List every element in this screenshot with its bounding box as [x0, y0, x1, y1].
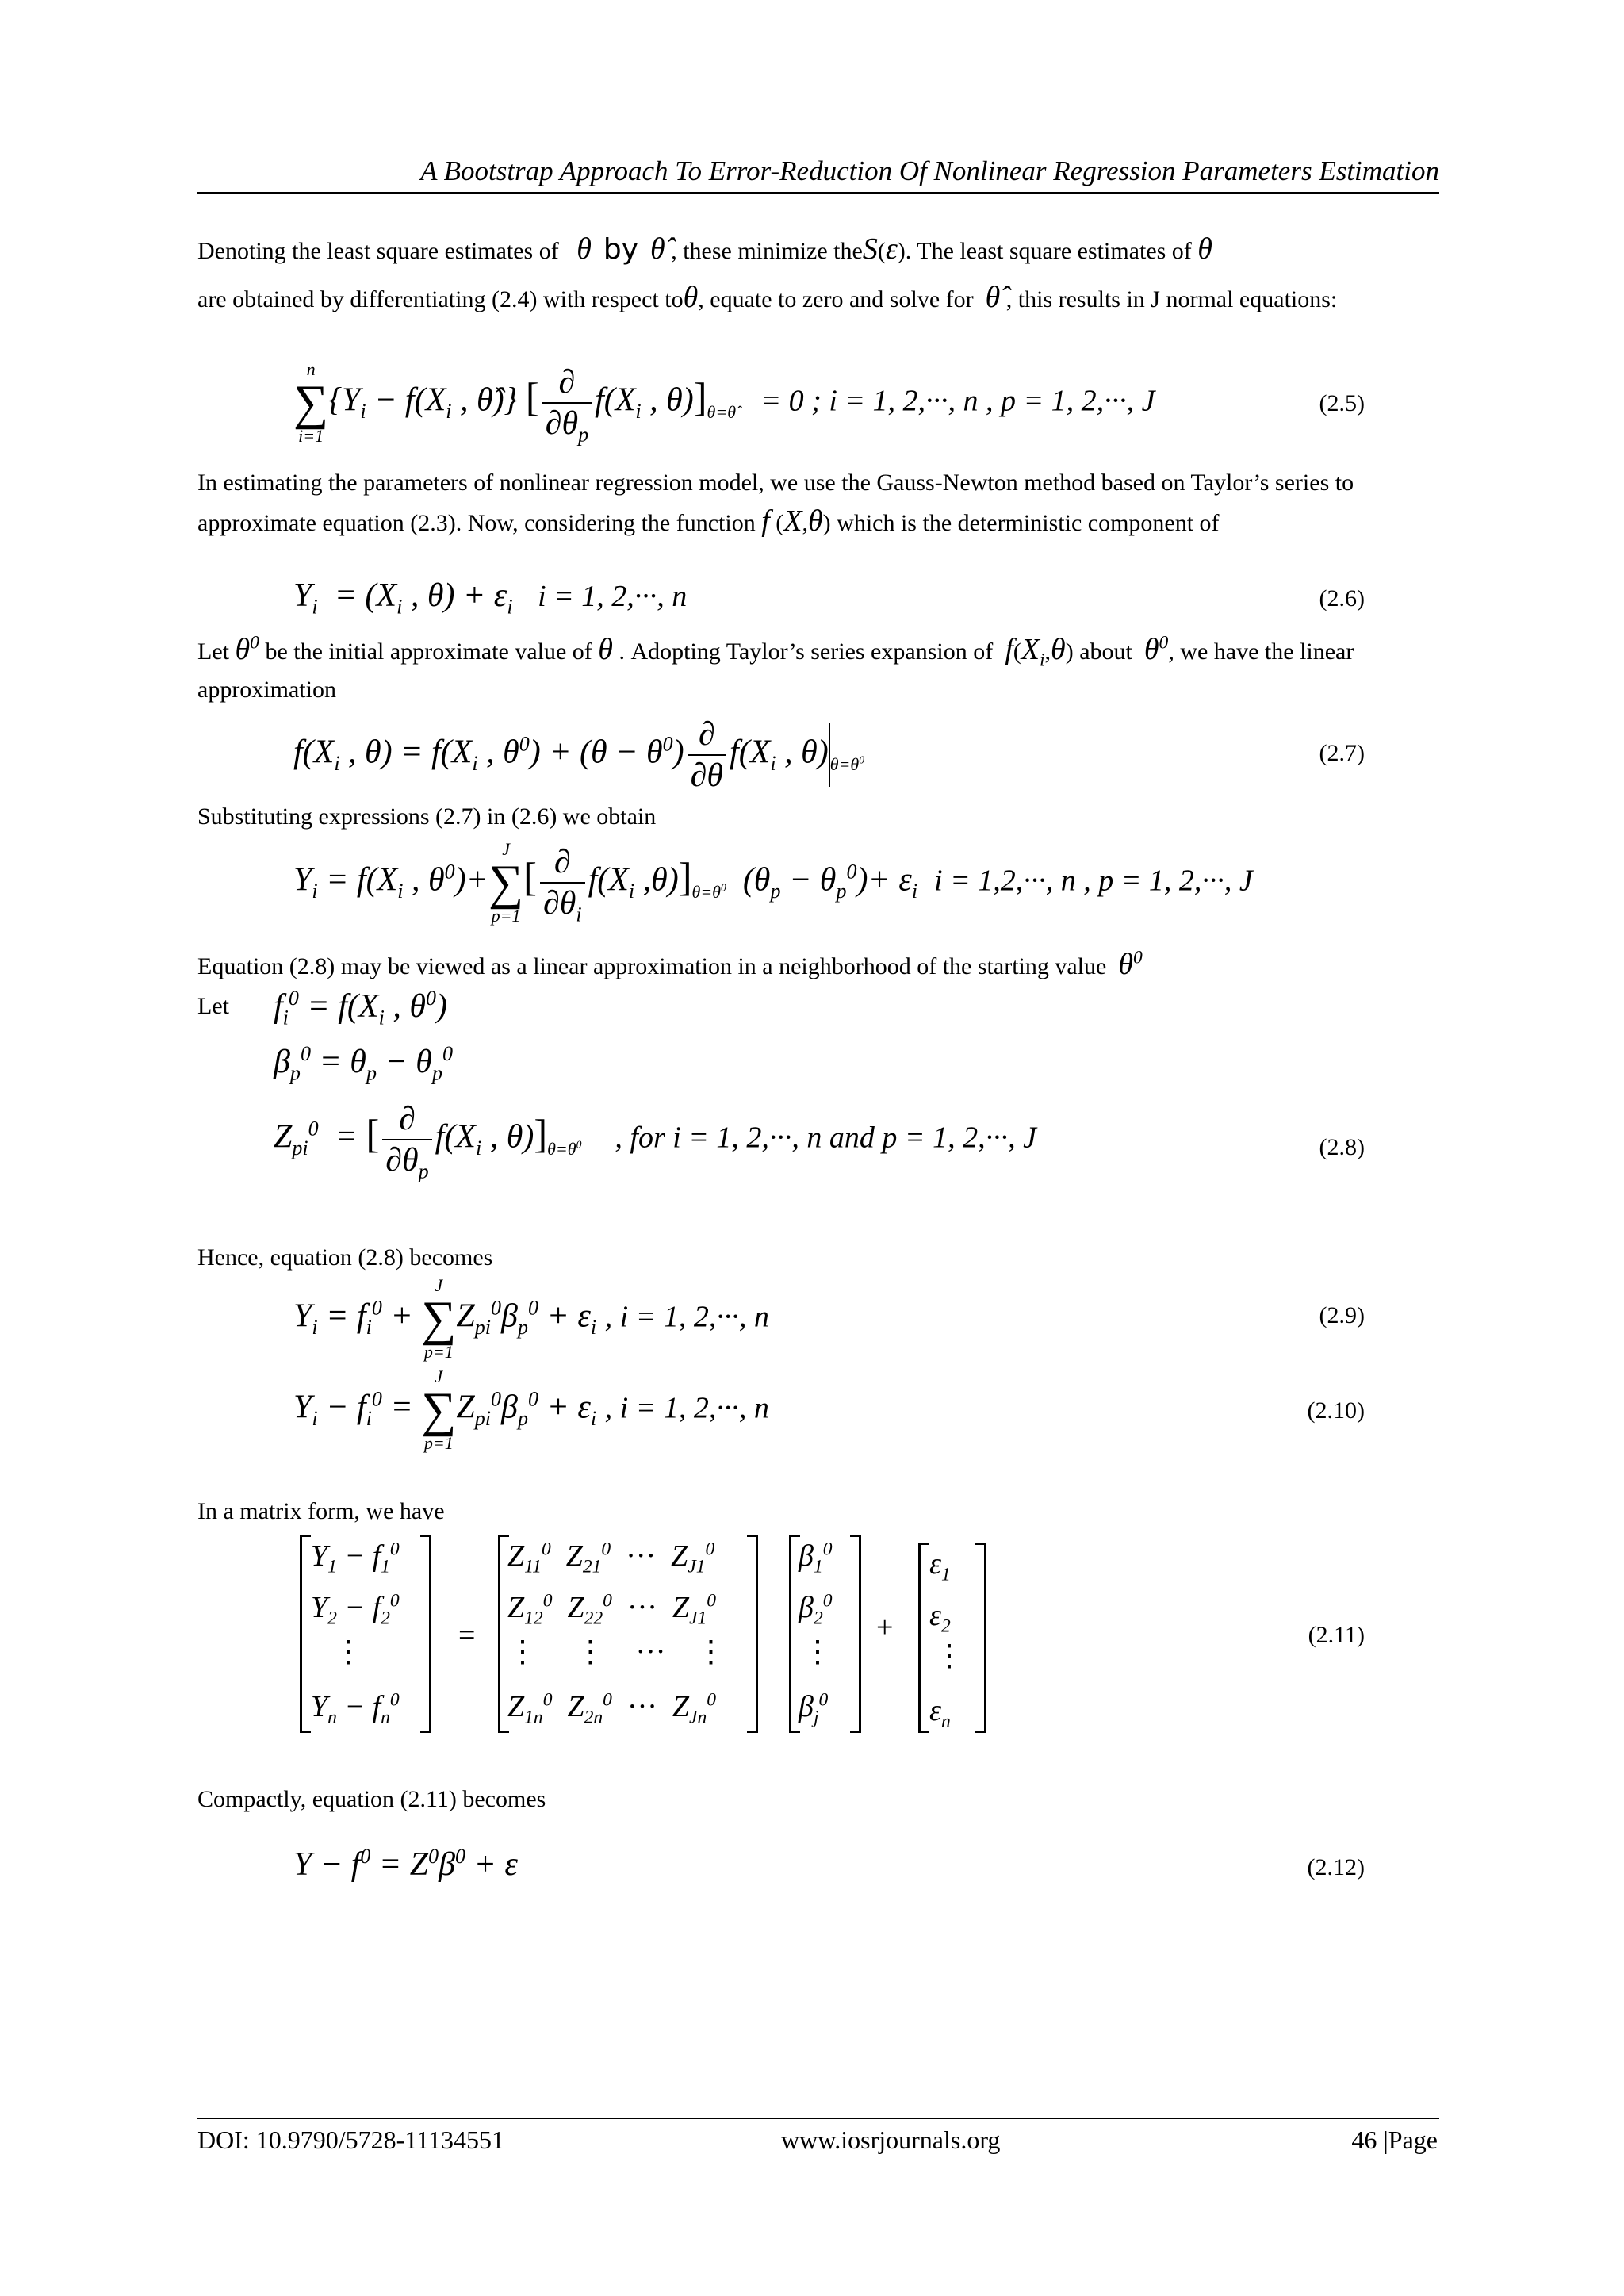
running-header: A Bootstrap Approach To Error-Reduction Of Nonlinear Regression Parameters Estimation [420, 155, 1439, 186]
matrix-cell: ⋮ [333, 1635, 363, 1669]
matrix-cell: $Z_{11}^0$ $Z_{21}^0$ ··· $Z_{J1}^0$ [508, 1539, 715, 1577]
matrix-cell: ⋮ ⋮ ··· ⋮ [508, 1635, 726, 1669]
equation-number-2-8: (2.8) [1319, 1134, 1365, 1160]
equals-sign: = [458, 1619, 476, 1652]
header-rule [197, 192, 1439, 194]
equation-number-2-9: (2.9) [1319, 1302, 1365, 1328]
definition-z0: $Z_{pi}^0$ = [ $\frac{\partial}{\partial\theta_p}$ $f(X_i$ , $\theta)]_{\theta=\theta^0}$ , for i = 1, 2,···, n and p = 1, 2,···, J [274, 1101, 1036, 1183]
matrix-cell: $\varepsilon_n$ [929, 1694, 951, 1732]
matrix-cell: $Y_2 - f_2^0$ [311, 1590, 400, 1629]
matrix-cell: $\varepsilon_1$ [929, 1547, 951, 1585]
let-label: Let [197, 993, 229, 1019]
matrix-cell: ⋮ [802, 1635, 833, 1669]
paragraph-matrix-form: In a matrix form, we have [197, 1498, 445, 1524]
matrix-cell: $Y_n - f_n^0$ [311, 1689, 400, 1728]
footer-doi: DOI: 10.9790/5728-11134551 [197, 2125, 504, 2154]
matrix-cell: $\beta_1^0$ [799, 1539, 833, 1577]
footer-site: www.iosrjournals.org [781, 2125, 1001, 2154]
equation-number-2-7: (2.7) [1319, 740, 1365, 766]
matrix-cell: $Z_{1n}^0$ $Z_{2n}^0$ ··· $Z_{Jn}^0$ [508, 1689, 717, 1728]
matrix-cell: $Z_{12}^0$ $Z_{22}^0$ ··· $Z_{J1}^0$ [508, 1590, 717, 1629]
equation-number-2-10: (2.10) [1307, 1397, 1365, 1424]
definition-f0: $f_i^0 = f(X_i$ , $\theta^0$) [274, 987, 447, 1029]
definition-beta0: $\beta_p^0 = \theta_p - \theta_p^0$ [274, 1042, 453, 1085]
plus-sign: + [876, 1611, 894, 1644]
equation-number-2-12: (2.12) [1307, 1854, 1365, 1880]
matrix-cell: ⋮ [934, 1639, 964, 1673]
paragraph-least-squares: Denoting the least square estimates of θ by θ̂ , these minimize theS(ε). The least square estimates of θ are obtained by differentiating (2.4) with respect toθ, equate to zero and solve for θ̂ , this results in J normal equations: [197, 232, 1338, 314]
paragraph-gauss-newton: In estimating the parameters of nonlinear regression model, we use the Gauss-Newton method based on Taylor’s series to approximate equation (2.3). Now, considering the function f (X,θ) which is the deterministic component of [197, 470, 1354, 538]
equation-expansion: $Y_i = f(X_i$ , $\theta^0)+$ J ∑ p=1 [ $\frac{\partial}{\partial\theta_i}$ $f(X_i$ $,\theta)]_{\theta=\theta^0}$ $(\theta_p - \theta_p^0)+ \varepsilon_i$ i = 1,2,···, n , p = 1, 2,···, J [293, 839, 1253, 926]
footer-rule [197, 2118, 1439, 2119]
matrix-cell: $Y_1 - f_1^0$ [311, 1539, 400, 1577]
equation-number-2-5: (2.5) [1319, 390, 1365, 416]
equation-2-7: $f(X_i$ , $\theta) = f(X_i$ , $\theta^0) + (\theta - \theta^0)$ $\frac{\partial}{\partial\theta}$ $f(X_i$ , $\theta)_{\theta=\theta^0}$ [293, 716, 864, 794]
paragraph-neighborhood: Equation (2.8) may be viewed as a linear approximation in a neighborhood of the starting value $\theta^0$ [197, 947, 1143, 981]
equation-2-10: $Y_i - f_i^0$ = J ∑ p=1 $Z_{pi}^0\beta_p^0 + \varepsilon_i$ , i = 1, 2,···, n [293, 1366, 769, 1453]
paragraph-initial-value: Let $\theta^0$ be the initial approximate value of θ . Adopting Taylor’s series expansion of $f(X_i,\theta)$ about $\theta^0$, we have the linear approximation [197, 632, 1354, 703]
equation-2-6: $Y_i = (X_i$ , $\theta) + \varepsilon_i$ i = 1, 2,···, n [293, 577, 688, 619]
matrix-cell: $\beta_2^0$ [799, 1590, 833, 1629]
equation-number-2-6: (2.6) [1319, 585, 1365, 611]
equation-2-12: $Y - f^0 = Z^0\beta^0 + \varepsilon$ [293, 1845, 518, 1883]
matrix-cell: $\varepsilon_2$ [929, 1599, 951, 1637]
paragraph-hence: Hence, equation (2.8) becomes [197, 1244, 493, 1271]
footer-page: 46 |Page [1351, 2125, 1438, 2154]
paragraph-substituting: Substituting expressions (2.7) in (2.6) we obtain [197, 803, 657, 830]
paragraph-compactly: Compactly, equation (2.11) becomes [197, 1786, 546, 1812]
equation-2-5: n ∑ i=1 {$Y_i - f(X_i$ , θ̂)} [ $\frac{\partial}{\partial\theta_p}$ $f(X_i$ , $\theta)]_{\theta=\thetâ}$ = 0 ; i = 1, 2,···, n , p = 1, 2,···, J [293, 359, 1155, 447]
equation-2-9: $Y_i = f_i^0$ + J ∑ p=1 $Z_{pi}^0\beta_p^0 + \varepsilon_i$ , i = 1, 2,···, n [293, 1275, 769, 1362]
equation-number-2-11: (2.11) [1308, 1622, 1365, 1648]
matrix-cell: $\beta_j^0$ [799, 1689, 829, 1728]
